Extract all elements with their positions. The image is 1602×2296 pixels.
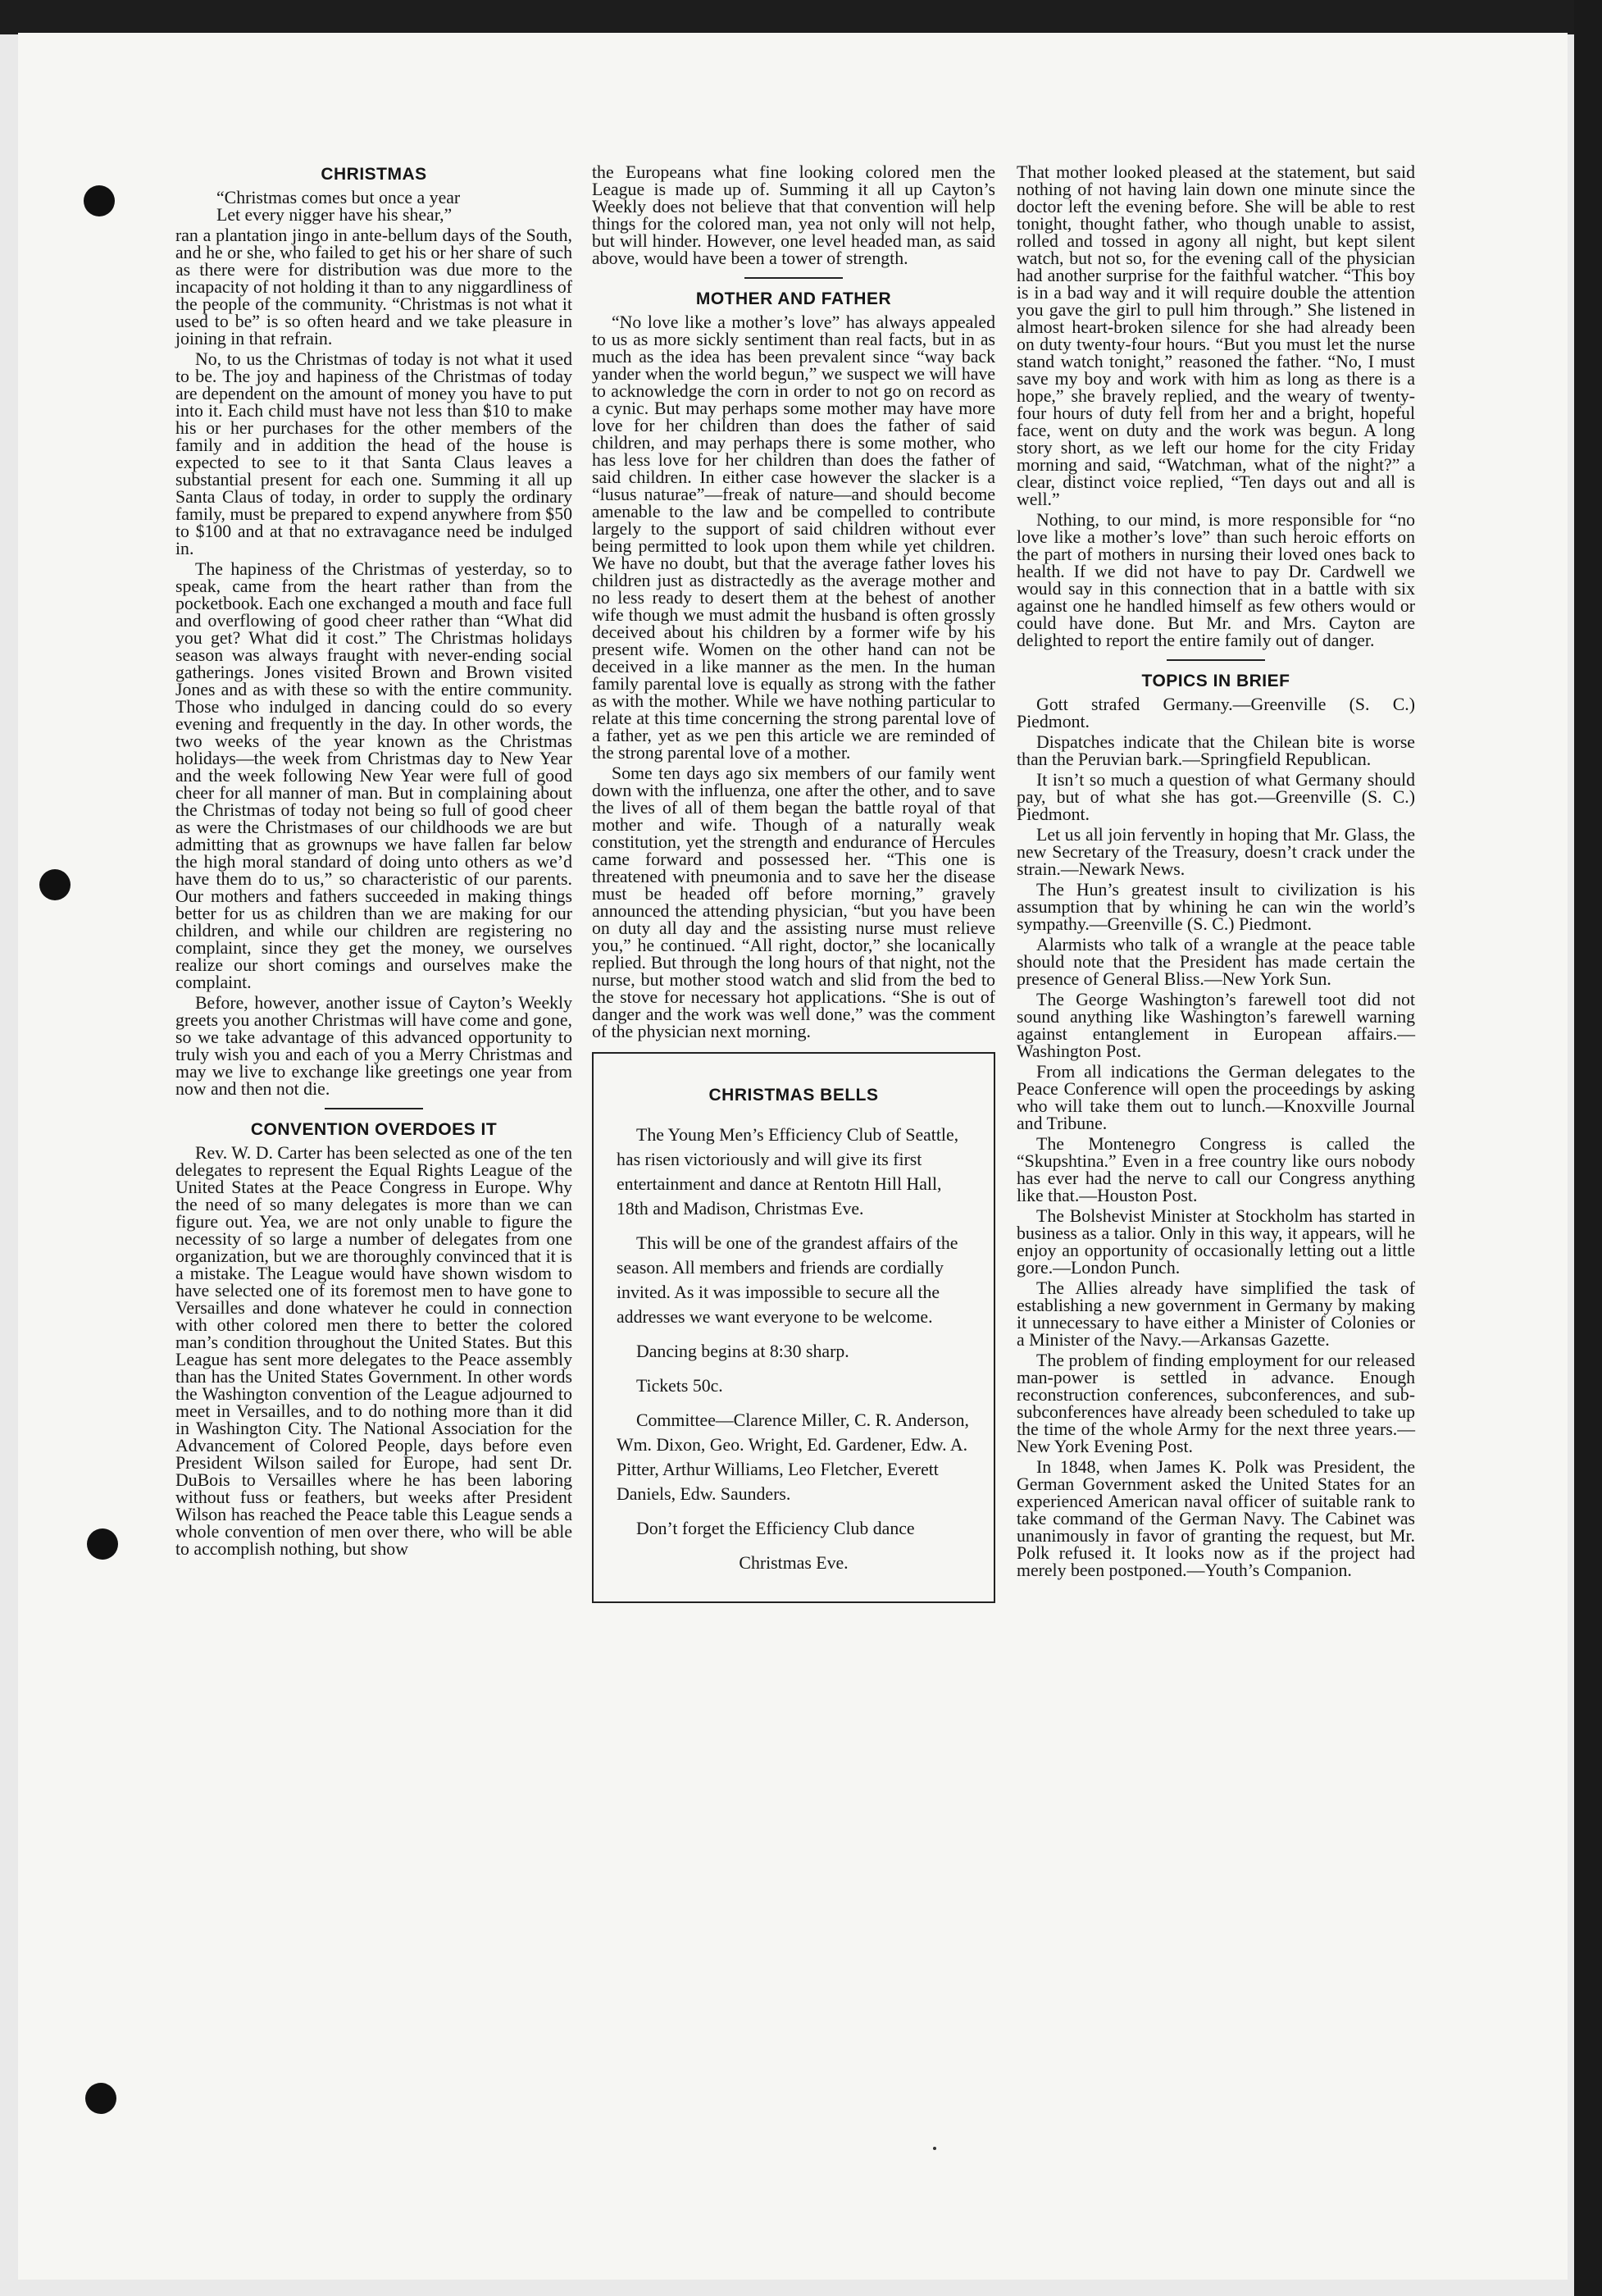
paragraph-continued: That mother looked pleased at the statement, but said nothing of not having lain down one minute since the doctor left the evening before. She will be able to rest tonight, thought father, who though unable to assist, rolled and tossed in agony all night, but kept silent watch, but not so, for the evening call of the physician had another surprise for the faithful watcher. “This boy is in a bad way and it will require double the attention you gave the girl to pull him through.” She listened in almost heart-broken silence for she had already been on duty twenty-four hours. “But you must let the nurse stand watch tonight,” reasoned the father. “No, I must save my boy and work with him as long as there is a hope,” she bravely replied, and the weary of twenty-four hours of duty fell from her and a bright, hopeful face, went on duty and the work was begun. A long story short, as we left our home for the city Friday morning and said, “Watchman, what of the night?” a clear, distinct voice replied, “Ten days out and all is well.” xyxy=(1017,162,1415,509)
paragraph: Tickets 50c. xyxy=(636,1376,723,1396)
topic-item: It isn’t so much a question of what Germany should pay, but of what she has got.—Greenville (S. C.) Piedmont. xyxy=(1017,770,1415,824)
article-convention xyxy=(175,1121,572,1558)
paragraph: The Young Men’s Efficiency Club of Seattle, has risen victoriously and will give its first entertainment and dance at Rentotn Hill Hall, 18th and Madison, Christmas Eve. xyxy=(617,1125,959,1219)
punch-hole-icon xyxy=(87,1528,118,1560)
ink-speck xyxy=(933,2147,936,2150)
article-title: CONVENTION OVERDOES IT xyxy=(250,1120,498,1139)
paragraph: Dancing begins at 8:30 sharp. xyxy=(636,1342,849,1361)
punch-hole-icon xyxy=(84,185,115,216)
article-title: TOPICS IN BRIEF xyxy=(1141,672,1290,690)
column-2 xyxy=(592,164,995,1603)
divider xyxy=(1167,659,1265,661)
paragraph: Nothing, to our mind, is more responsible for “no love like a mother’s love” than such heroic efforts on the part of mothers in nursing their loved ones back to health. If we did not have to pay Dr. Cardwell we would say in this connection that in a battle with six against one he handled himself as few others would or could have done. But Mr. and Mrs. Cayton are delighted to report the entire family out of danger. xyxy=(1017,510,1415,650)
topic-item: The George Washington’s farewell toot did not sound anything like Washington’s farewell warning against entanglement in European affairs.—Washington Post. xyxy=(1017,990,1415,1061)
topic-item: In 1848, when James K. Polk was President, the German Government asked the United States for an experienced American naval officer of suitable rank to take command of the German Navy. The Cabinet was unanimously in favor of granting the request, but Mr. Polk refused it. It looks now as if the project had merely been postponed.—Youth’s Companion. xyxy=(1017,1457,1415,1580)
topic-item: The Bolshevist Minister at Stockholm has started in business as a talior. Only in this way, it appears, will he enjoy an opportunity of occasionally letting out a little gore.—London Punch. xyxy=(1017,1206,1415,1278)
verse-line: Let every nigger have his shear,” xyxy=(216,205,453,225)
paragraph: Rev. W. D. Carter has been selected as one of the ten delegates to represent the Equal Rights League of the United States at the Peace Congress in Europe. Why the need of so many delegates is more than we can figure out. Yea, we are not only unable to figure the necessity of so large a number of delegates from one organization, but we are thoroughly convinced that it is a mistake. The League would have shown wisdom to have selected one of its foremost men to have gone to Versailles and done whatever he could in connection with other colored men there to better the colored man’s condition throughout the United States. But this League has sent more delegates to the Peace assembly than has the United States Government. In other words the Washington convention of the League adjourned to meet in Versailles, and to do nothing more than it did in Washington City. The National Association for the Advancement of Colored People, days before even President Wilson sailed for Europe, had sent Dr. DuBois to Versailles where he has been laboring without fuss or feathers, but weeks after President Wilson has reached the Peace table this League sends a whole convention of men over there, who will be able to accomplish nothing, but show xyxy=(175,1143,572,1559)
topic-item: The Montenegro Congress is called the “Skupshtina.” Even in a free country like ours nobody has ever had the nerve to call our Congress anything like that.—Houston Post. xyxy=(1017,1134,1415,1205)
paragraph: Before, however, another issue of Cayton’s Weekly greets you another Christmas will have come and gone, so we take advantage of this advanced opportunity to truly wish you and each of you a Merry Christmas and may we live to exchange like greetings one year from now and then not die. xyxy=(175,993,572,1099)
article-title: CHRISTMAS BELLS xyxy=(708,1086,879,1105)
topic-item: The problem of finding employment for our released man-power is settled in advance. Enough reconstruction conferences, subconferences, and sub-subconferences have already been scheduled to take up the time of the whole Army for the next three years.—New York Evening Post. xyxy=(1017,1351,1415,1456)
topic-item: Let us all join fervently in hoping that Mr. Glass, the new Secretary of the Treasury, doesn’t crack under the strain.—Newark News. xyxy=(1017,825,1415,879)
paragraph: This will be one of the grandest affairs of the season. All members and friends are cordially invited. As it was impossible to secure all the addresses we want everyone to be welcome. xyxy=(617,1233,958,1327)
paragraph: Christmas Eve. xyxy=(739,1553,849,1573)
paragraph: Don’t forget the Efficiency Club dance xyxy=(636,1519,915,1538)
topic-item: Gott strafed Germany.—Greenville (S. C.) Piedmont. xyxy=(1017,695,1415,731)
scan-right-border xyxy=(1574,0,1602,2296)
column-1 xyxy=(175,164,572,1561)
article-title: MOTHER AND FATHER xyxy=(695,289,892,308)
article-topics-in-brief xyxy=(1017,672,1415,1579)
topic-item: The Allies already have simplified the task of establishing a new government in Germany by making it unnecessary to have either a Minister of Colonies or a Minister of the Navy.—Arkansas Gazette. xyxy=(1017,1278,1415,1350)
divider xyxy=(325,1108,423,1109)
article-christmas xyxy=(175,166,572,1098)
column-3 xyxy=(1017,164,1415,1583)
paragraph: No, to us the Christmas of today is not what it used to be. The joy and hapiness of the Christmas of today are dependent on the amount of money you have to put into it. Each child must have not less than $10 to make his or her purchases for the other members of the family and in addition the head of the house is expected to see to it that Santa Claus leaves a substantial present for each one. Summing it all up Santa Claus of today, in order to supply the ordinary family, must be prepared to expend anywhere from $50 to $100 and at that no extravagance need be indulged in. xyxy=(175,349,572,558)
paragraph: The hapiness of the Christmas of yesterday, so to speak, came from the heart rather than from the pocketbook. Each one exchanged a mouth and face full and overflowing of good cheer rather than “What did you get? What did it cost.” The Christmas holidays season was always fraught with never-ending social gatherings. Jones visited Brown and Brown visited Jones and as with these so with the entire community. Those who indulged in dancing could do so every evening and frequently in the day. In other words, the two weeks of the year known as the Christmas holidays—the week from Christmas day to New Year and the week following New Year were full of good cheer for all manner of man. But in complaining about the Christmas of today not being so full of good cheer as were the Christmases of our childhoods we are but admitting that as grownups we have fallen far below the high moral standard of doing unto others as we’d have them do to us,” so characteristic of our parents. Our mothers and fathers succeeded in making things better for us as children than we are making for our children, and while our children are registering no complaint, since they get the money, we ourselves realize our short comings and ourselves make the complaint. xyxy=(175,559,572,992)
topic-item: Alarmists who talk of a wrangle at the peace table should note that the President has made certain the presence of General Bliss.—New York Sun. xyxy=(1017,935,1415,989)
paragraph-continued: the Europeans what fine looking colored men the League is made up of. Summing it all up Cayton’s Weekly does not believe that that convention will help things for the colored man, yea not only will not help, but will hinder. However, one level headed man, as said above, would have been a tower of strength. xyxy=(592,162,995,268)
divider xyxy=(744,277,843,279)
verse-line: “Christmas comes but once a year xyxy=(216,188,461,207)
paragraph: ran a plantation jingo in ante-bellum days of the South, and he or she, who failed to get his or her share of such as there were for distribution was due more to the incapacity of not holding it than to any niggardliness of the people of the community. “Christmas is not what it used to be” is so often heard and we take pleasure in joining in that refrain. xyxy=(175,226,572,348)
christmas-bells-box xyxy=(592,1052,995,1603)
paragraph: Committee—Clarence Miller, C. R. Anderson, Wm. Dixon, Geo. Wright, Ed. Gardener, Edw. A. Pitter, Arthur Williams, Leo Fletcher, Everett Daniels, Edw. Saunders. xyxy=(617,1410,969,1504)
topic-item: The Hun’s greatest insult to civilization is his assumption that by whining he can win the world’s sympathy.—Greenville (S. C.) Piedmont. xyxy=(1017,880,1415,934)
paragraph: Some ten days ago six members of our family went down with the influenza, one after the other, and to save the lives of all of them began the battle royal of that mother and wife. Though of a naturally weak constitution, yet the strength and endurance of Hercules came forward and possessed her. “This one is threatened with pneumonia and to save her the disease must be headed off before morning,” gravely announced the attending physician, “but you have been on duty all day and the assisting nurse must relieve you,” he continued. “All right, doctor,” she locanically replied. But through the long hours of that night, not the nurse, but mother stood watch and slid from the bed to the stove for necessary hot applications. “She is out of danger and the work was well done,” was the comment of the physician next morning. xyxy=(592,763,995,1041)
paragraph: “No love like a mother’s love” has always appealed to us as more sickly sentiment than real facts, but in as much as the idea has been prevalent since “way back yander when the world begun,” we suspect we will have to acknowledge the corn in order to not go on record as a cynic. But may perhaps some mother may have more love for her children than does the father of said children, and may perhaps there is some mother, who has less love for her children than does the father of said children. In either case however the slacker is a “lusus naturae”—freak of nature—and should become amenable to the law and be compelled to contribute largely to the support of said children without ever being permitted to look upon them while yet children. We have no doubt, but that the average father loves his children just as distractedly as the average mother and no less ready to desert them at the behest of another wife though we must admit the husband is often grossly deceived about his children by a former wife by his present wife. Women on the other hand can not be deceived in a like manner as the men. In the human family parental love is equally as strong with the father as with the mother. While we have nothing particular to relate at this time concerning the strong parental love of a father, yet as we pen this article we are reminded of the strong parental love of a mother. xyxy=(592,312,995,763)
article-title: CHRISTMAS xyxy=(321,165,427,184)
topic-item: From all indications the German delegates to the Peace Conference will open the proceedings by asking who will take them out to lunch.—Knoxville Journal and Tribune. xyxy=(1017,1062,1415,1133)
punch-hole-icon xyxy=(85,2083,116,2114)
scan-top-border xyxy=(0,0,1602,34)
punch-hole-icon xyxy=(39,869,71,900)
topic-item: Dispatches indicate that the Chilean bite is worse than the Peruvian bark.—Springfield Republican. xyxy=(1017,732,1415,769)
article-mother-and-father xyxy=(592,290,995,1041)
